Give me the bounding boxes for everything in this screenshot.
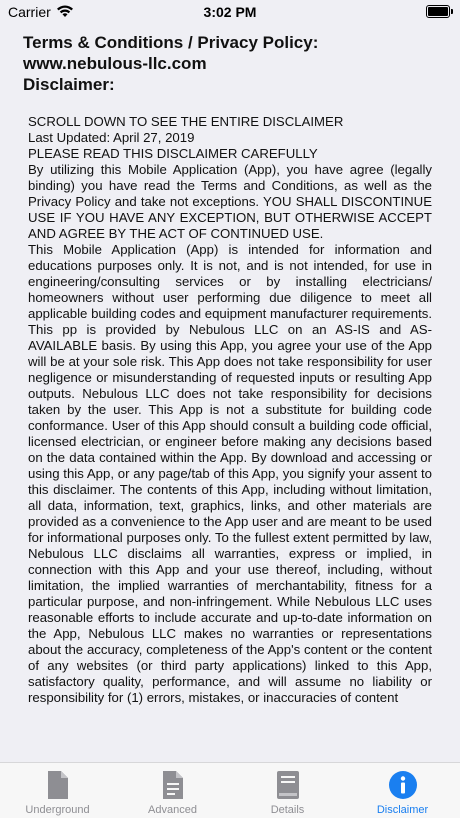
last-updated: Last Updated: April 27, 2019 bbox=[28, 130, 195, 145]
tab-underground[interactable] bbox=[0, 763, 115, 818]
disclaimer-text-scroll[interactable] bbox=[28, 114, 432, 747]
carrier-label: Carrier bbox=[8, 4, 51, 20]
terms-privacy-heading: Terms & Conditions / Privacy Policy: bbox=[23, 33, 319, 52]
page-header bbox=[23, 32, 443, 95]
tab-advanced-label: Advanced bbox=[148, 804, 197, 816]
tab-bar bbox=[0, 762, 460, 818]
tab-details[interactable] bbox=[230, 763, 345, 818]
tab-details-label: Details bbox=[270, 804, 305, 816]
document-icon bbox=[47, 770, 69, 800]
tab-disclaimer-label: Disclaimer bbox=[376, 804, 429, 816]
status-time: 3:02 PM bbox=[203, 4, 257, 20]
book-icon bbox=[276, 770, 300, 800]
tab-advanced[interactable] bbox=[115, 763, 230, 818]
disclaimer-paragraph-1: By utilizing this Mobile Application (App), you have agree (legally binding) you have read the Terms and Conditions, as well as the Privacy Policy and take not exceptions. YOU SHALL DISCONTINUE USE IF YOU HAVE ANY EXCEPTION, BUT OTHERWISE ACCEPT AND AGREE BY THE ACT OF CONTINUED USE. bbox=[28, 162, 432, 241]
website-link[interactable]: www.nebulous-llc.com bbox=[23, 54, 207, 73]
status-bar bbox=[0, 0, 460, 24]
battery-icon bbox=[426, 5, 450, 18]
disclaimer-paragraph-2: This Mobile Application (App) is intended for information and educations purposes only. It is not, and is not intended, for use in engineering/consulting services or by installing electricians/ homeowners without user performing due diligence to meet all applicable building codes and equipment manufacturer requirements. This pp is provided by Nebulous LLC on an AS-IS and AS-AVAILABLE basis. By using this App, you agree your use of the App will be at your sole risk. This App does not take responsibility for user negligence or misunderstanding of requested inputs or resulting App outputs. Nebulous LLC does not take responsibility for decisions taken by the user. This App is not a substitute for building code conformance. User of this App should consult a building code official, licensed electrician, or engineer before making any decisions based on the data contained within the App. By download and accessing or using this App, or any page/tab of this App, you signify your assent to this disclaimer. The contents of this App, including without limitation, all data, information, text, graphics, links, and other materials are provided as a convenience to the App user and are meant to be used for informational purposes only. To the fullest extent permitted by law, Nebulous LLC disclaims all warranties, express or implied, in connection with this App and your use thereof, including, without limitation, the implied warranties of merchantability, fitness for a particular purpose, and non-infringement. While Nebulous LLC uses reasonable efforts to include accurate and up-to-date information on the App, Nebulous LLC makes no warranties or representations about the accuracy, completeness of the App's content or the content of any websites (or third party applications) linked to this App, satisfactory quality, performance, and will assume no liability or responsibility for (1) errors, mistakes, or inaccuracies of content bbox=[28, 242, 432, 705]
scroll-notice: SCROLL DOWN TO SEE THE ENTIRE DISCLAIMER bbox=[28, 114, 344, 129]
disclaimer-heading: Disclaimer: bbox=[23, 75, 115, 94]
info-icon bbox=[388, 770, 418, 800]
document-text-icon bbox=[162, 770, 184, 800]
tab-underground-label: Underground bbox=[25, 804, 90, 816]
read-notice: PLEASE READ THIS DISCLAIMER CAREFULLY bbox=[28, 146, 318, 161]
tab-disclaimer[interactable] bbox=[345, 763, 460, 818]
